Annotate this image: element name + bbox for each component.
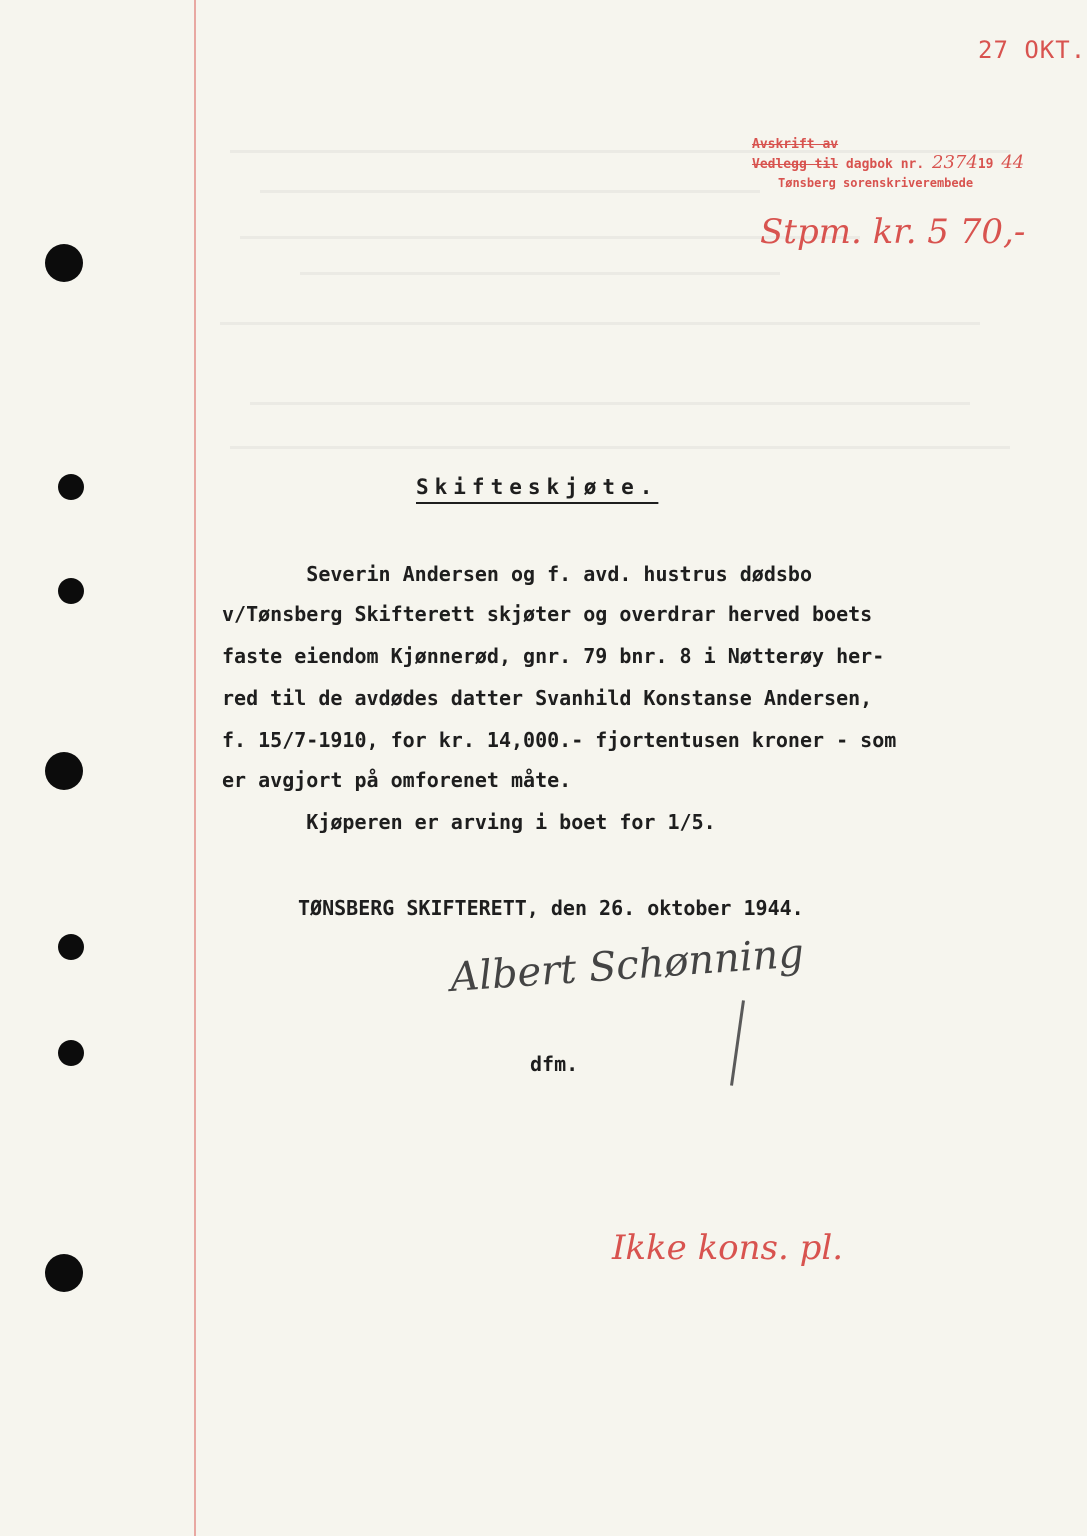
register-stamp — [752, 136, 1024, 174]
punch-hole — [45, 244, 83, 282]
body-line: f. 15/7-1910, for kr. 14,000.- fjortentusen kroner - som — [222, 728, 897, 752]
received-date-stamp: 27 OKT. — [978, 36, 1087, 64]
show-through — [250, 402, 970, 405]
body-line: Severin Andersen og f. avd. hustrus dødsbo — [222, 562, 813, 586]
body-line: red til de avdødes datter Svanhild Konstanse Andersen, — [222, 686, 873, 710]
struck-label: Avskrift av — [752, 137, 839, 152]
document-title: Skifteskjøte. — [416, 475, 659, 499]
register-label: dagbok nr. — [845, 157, 925, 172]
register-year: 44 — [1001, 152, 1025, 173]
punch-hole — [58, 1040, 84, 1066]
show-through — [300, 272, 780, 275]
body-line: v/Tønsberg Skifterett skjøter og overdrar herved boets — [222, 602, 873, 626]
stamp-fee-note: Stpm. kr. 5 70,- — [760, 212, 1026, 252]
show-through — [230, 446, 1010, 449]
body-line: Kjøperen er arving i boet for 1/5. — [222, 810, 716, 834]
punch-hole — [58, 934, 84, 960]
register-number: 2374 — [932, 152, 978, 173]
signer-title: dfm. — [530, 1052, 579, 1076]
punch-hole — [45, 752, 83, 790]
punch-hole — [45, 1254, 83, 1292]
year-prefix: 19 — [977, 157, 994, 172]
punch-hole — [58, 578, 84, 604]
signature-flourish — [730, 1000, 745, 1086]
signature: Albert Schønning — [448, 930, 806, 1001]
body-line: er avgjort på omforenet måte. — [222, 768, 572, 792]
body-line: faste eiendom Kjønnerød, gnr. 79 bnr. 8 i Nøtterøy her- — [222, 644, 885, 668]
office-stamp: Tønsberg sorenskriverembede — [778, 176, 974, 190]
struck-label: Vedlegg til — [752, 157, 839, 172]
place-date-line: TØNSBERG SKIFTERETT, den 26. oktober 1944. — [298, 896, 804, 920]
punch-hole — [58, 474, 84, 500]
show-through — [260, 190, 760, 193]
margin-rule — [194, 0, 196, 1536]
show-through — [220, 322, 980, 325]
handwritten-note: Ikke kons. pl. — [612, 1228, 844, 1268]
